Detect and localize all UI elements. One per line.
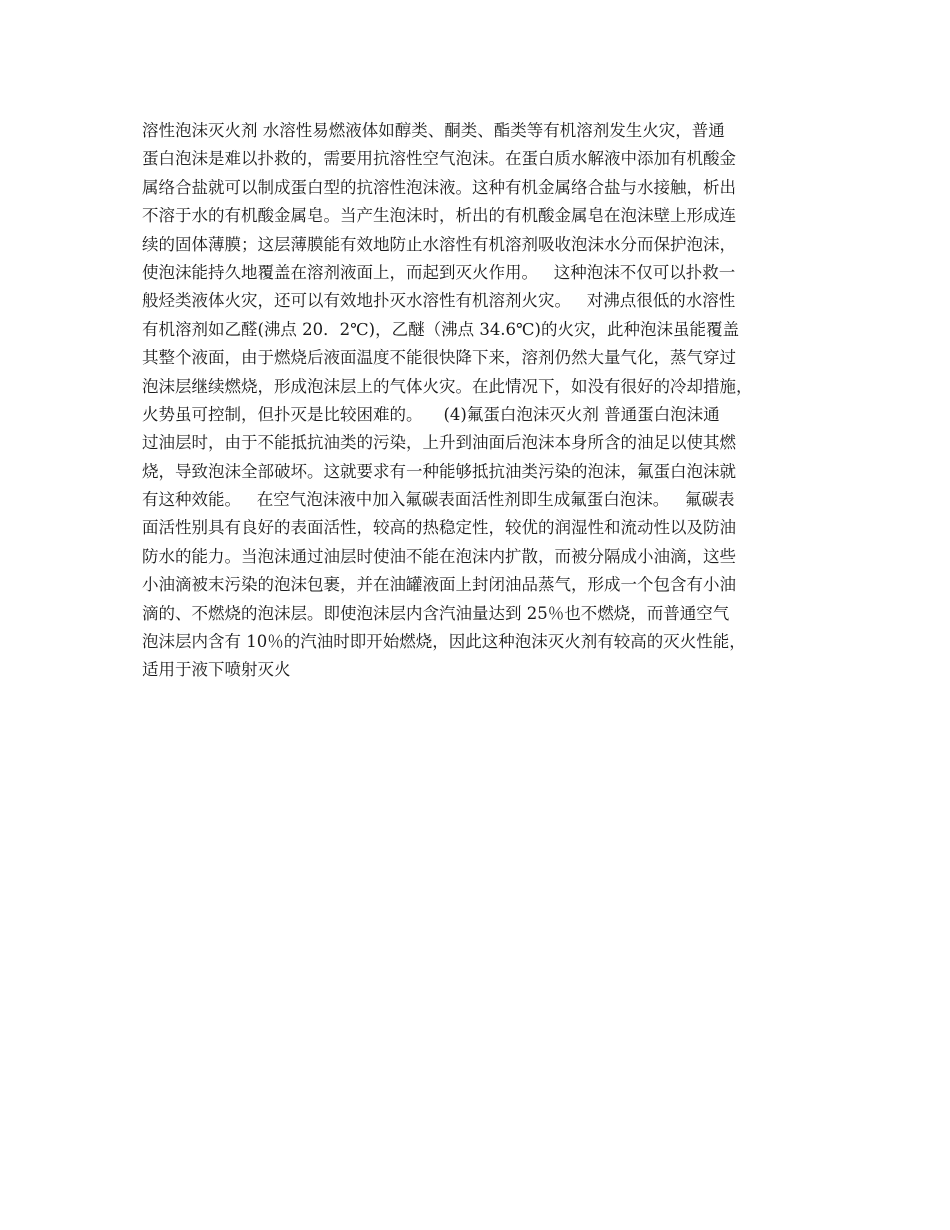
text-line: 其整个液面，由于燃烧后液面温度不能很快降下来，溶剂仍然大量气化，蒸气穿过 (142, 348, 736, 368)
text-line: 过油层时，由于不能抵抗油类的污染，上升到油面后泡沫本身所含的油足以使其燃 (142, 433, 736, 453)
text-line: 般烃类液体火灾，还可以有效地扑灭水溶性有机溶剂火灾。 对沸点很低的水溶性 (142, 291, 736, 311)
text-line: 不溶于水的有机酸金属皂。当产生泡沫时，析出的有机酸金属皂在泡沫壁上形成连 (142, 206, 736, 226)
text-line: 面活性别具有良好的表面活性，较高的热稳定性，较优的润湿性和流动性以及防油 (142, 518, 736, 538)
text-line: 蛋白泡沫是难以扑救的，需要用抗溶性空气泡沫。在蛋白质水解液中添加有机酸金 (142, 149, 736, 169)
text-line: 泡沫层继续燃烧，形成泡沫层上的气体火灾。在此情况下，如没有很好的冷却措施， (142, 376, 753, 396)
text-line: 小油滴被末污染的泡沫包裹，并在油罐液面上封闭油品蒸气，形成一个包含有小油 (142, 575, 736, 595)
text-line: 溶性泡沫灭火剂 水溶性易燃液体如醇类、酮类、酯类等有机溶剂发生火灾，普通 (142, 121, 725, 140)
text-line: 泡沫层内含有 10％的汽油时即开始燃烧，因此这种泡沫灭火剂有较高的灭火性能， (142, 632, 746, 652)
text-line: 有机溶剂如乙醛(沸点 20．2℃)，乙醚（沸点 34.6℃)的火灾，此种泡沫虽能覆盖 (142, 319, 739, 339)
text-line: 有这种效能。 在空气泡沫液中加入氟碳表面活性剂即生成氟蛋白泡沫。 氟碳表 (142, 490, 735, 510)
body-text (142, 117, 832, 685)
text-line: 防水的能力。当泡沫通过油层时使油不能在泡沫内扩散，而被分隔成小油滴，这些 (142, 546, 736, 566)
text-line: 适用于液下喷射灭火 (142, 660, 291, 680)
text-line: 续的固体薄膜；这层薄膜能有效地防止水溶性有机溶剂吸收泡沫水分而保护泡沫， (142, 234, 736, 254)
text-line: 火势虽可控制，但扑灭是比较困难的。 (4)氟蛋白泡沫灭火剂 普通蛋白泡沫通 (142, 404, 720, 424)
text-line: 属络合盐就可以制成蛋白型的抗溶性泡沫液。这种有机金属络合盐与水接触，析出 (142, 177, 736, 197)
text-line: 使泡沫能持久地覆盖在溶剂液面上，而起到灭火作用。 这种泡沫不仅可以扑救一 (142, 262, 736, 282)
text-line: 滴的、不燃烧的泡沫层。即使泡沫层内含汽油量达到 25％也不燃烧，而普通空气 (142, 603, 730, 623)
text-line: 烧，导致泡沫全部破坏。这就要求有一种能够抵抗油类污染的泡沫，氟蛋白泡沫就 (142, 461, 736, 481)
